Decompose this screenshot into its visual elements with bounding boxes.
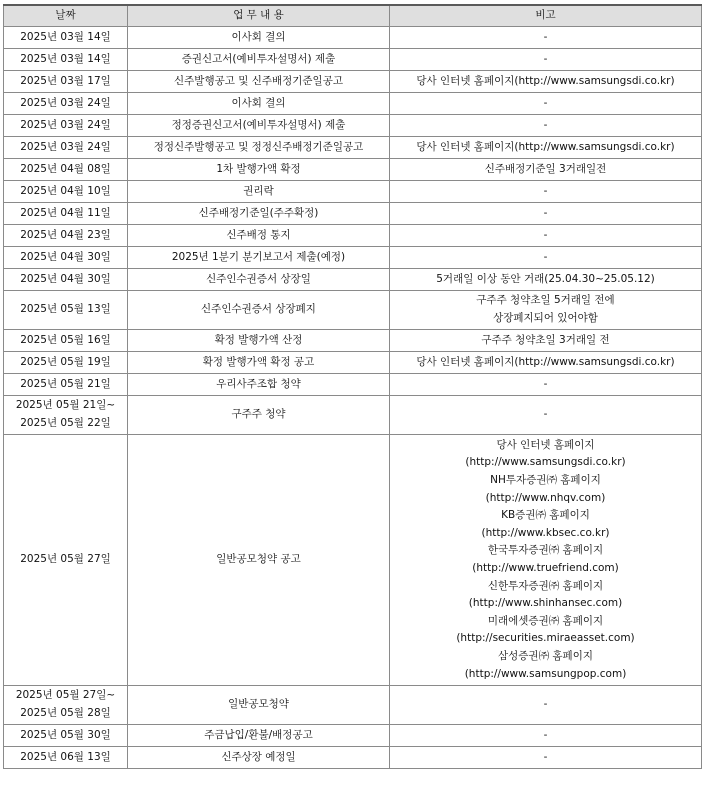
- date-text: 2025년 03월 24일: [20, 118, 111, 131]
- task-cell: 확정 발행가액 산정: [128, 330, 390, 352]
- note-cell: [390, 352, 702, 374]
- table-row: [4, 93, 702, 115]
- table-row: [4, 27, 702, 49]
- task-cell: 우리사주조합 청약: [128, 374, 390, 396]
- task-cell: 2025년 1분기 분기보고서 제출(예정): [128, 247, 390, 269]
- table-row: [4, 137, 702, 159]
- table-row: [4, 330, 702, 352]
- note-text: -: [543, 206, 548, 219]
- note-text: -: [543, 184, 548, 197]
- note-text: -: [543, 228, 548, 241]
- note-text: -: [543, 30, 548, 43]
- date-cell: [4, 435, 128, 686]
- note-text: (http://www.samsungpop.com): [464, 667, 627, 680]
- date-text: 2025년 05월 22일: [20, 417, 111, 429]
- note-cell: [390, 374, 702, 396]
- table-row: [4, 686, 702, 725]
- task-cell: 정정증권신고서(예비투자설명서) 제출: [128, 115, 390, 137]
- table-row: [4, 352, 702, 374]
- note-text: 한국투자증권㈜ 홈페이지: [487, 544, 604, 557]
- date-text: 2025년 04월 10일: [20, 184, 111, 197]
- note-cell: [390, 291, 702, 330]
- date-cell: [4, 396, 128, 435]
- table-row: [4, 181, 702, 203]
- note-cell: [390, 435, 702, 686]
- note-cell: [390, 159, 702, 181]
- date-text: 2025년 05월 16일: [20, 333, 111, 346]
- note-text: -: [543, 750, 548, 763]
- table-row: [4, 725, 702, 747]
- note-cell: [390, 269, 702, 291]
- note-text: (http://securities.miraeasset.com): [456, 632, 635, 645]
- note-cell: [390, 225, 702, 247]
- note-cell: [390, 71, 702, 93]
- note-cell: [390, 247, 702, 269]
- table-row: [4, 269, 702, 291]
- date-text: 2025년 05월 13일: [20, 303, 111, 316]
- task-cell: 신주배정기준일(주주확정): [128, 203, 390, 225]
- note-cell: [390, 396, 702, 435]
- date-cell: [4, 330, 128, 352]
- task-cell: 일반공모청약 공고: [128, 435, 390, 686]
- date-text: 2025년 05월 21일: [20, 377, 111, 390]
- date-cell: [4, 725, 128, 747]
- note-cell: [390, 747, 702, 769]
- date-cell: [4, 71, 128, 93]
- note-cell: [390, 725, 702, 747]
- date-text: 2025년 06월 13일: [20, 750, 111, 763]
- note-text: -: [543, 250, 548, 263]
- note-text: -: [543, 52, 548, 65]
- table-row: [4, 747, 702, 769]
- note-text: 당사 인터넷 홈페이지(http://www.samsungsdi.co.kr): [416, 355, 675, 368]
- date-text: 2025년 05월 30일: [20, 728, 111, 741]
- task-cell: 확정 발행가액 확정 공고: [128, 352, 390, 374]
- note-text: 당사 인터넷 홈페이지(http://www.samsungsdi.co.kr): [416, 74, 675, 87]
- note-text: (http://www.kbsec.co.kr): [481, 526, 610, 539]
- date-cell: [4, 115, 128, 137]
- date-text: 2025년 03월 24일: [20, 96, 111, 109]
- note-cell: [390, 115, 702, 137]
- date-text: 2025년 05월 27일: [20, 553, 111, 566]
- header-date: 날짜: [4, 5, 128, 27]
- date-cell: [4, 49, 128, 71]
- note-text: -: [543, 408, 548, 421]
- date-cell: [4, 27, 128, 49]
- date-text: 2025년 03월 14일: [20, 52, 111, 65]
- note-text: 구주주 청약초일 5거래일 전에: [476, 294, 615, 307]
- schedule-table-body: [4, 27, 702, 769]
- header-note: 비고: [390, 5, 702, 27]
- task-cell: 정정신주발행공고 및 정정신주배정기준일공고: [128, 137, 390, 159]
- date-text: 2025년 04월 23일: [20, 228, 111, 241]
- note-text: -: [543, 728, 548, 741]
- header-task: 업 무 내 용: [128, 5, 390, 27]
- note-text: -: [543, 118, 548, 131]
- task-cell: 이사회 결의: [128, 27, 390, 49]
- date-text: 2025년 03월 17일: [20, 74, 111, 87]
- task-cell: 신주인수권증서 상장일: [128, 269, 390, 291]
- note-text: (http://www.shinhansec.com): [468, 597, 623, 610]
- date-cell: [4, 686, 128, 725]
- note-cell: [390, 203, 702, 225]
- date-cell: [4, 93, 128, 115]
- table-row: [4, 396, 702, 435]
- note-cell: [390, 686, 702, 725]
- note-text: 5거래일 이상 동안 거래(25.04.30~25.05.12): [436, 272, 655, 285]
- task-cell: 이사회 결의: [128, 93, 390, 115]
- date-cell: [4, 352, 128, 374]
- note-text: -: [543, 698, 548, 711]
- date-text: 2025년 03월 24일: [20, 140, 111, 153]
- date-text: 2025년 05월 21일~: [15, 399, 116, 412]
- date-text: 2025년 04월 30일: [20, 272, 111, 285]
- date-cell: [4, 225, 128, 247]
- table-header-row: [4, 5, 702, 27]
- schedule-table: [3, 4, 702, 769]
- date-cell: [4, 374, 128, 396]
- task-cell: 신주배정 통지: [128, 225, 390, 247]
- note-text: (http://www.truefriend.com): [472, 562, 619, 574]
- date-text: 2025년 04월 08일: [20, 162, 111, 175]
- task-cell: 1차 발행가액 확정: [128, 159, 390, 181]
- date-cell: [4, 137, 128, 159]
- date-text: 2025년 04월 11일: [20, 206, 111, 219]
- note-cell: [390, 27, 702, 49]
- note-text: 당사 인터넷 홈페이지: [496, 438, 595, 451]
- table-row: [4, 49, 702, 71]
- note-text: 구주주 청약초일 3거래일 전: [481, 333, 610, 346]
- date-text: 2025년 04월 30일: [20, 250, 111, 263]
- task-cell: 구주주 청약: [128, 396, 390, 435]
- date-text: 2025년 05월 27일~: [15, 689, 116, 702]
- task-cell: 증권신고서(예비투자설명서) 제출: [128, 49, 390, 71]
- note-text: 미래에셋증권㈜ 홈페이지: [487, 614, 604, 627]
- note-text: (http://www.nhqv.com): [485, 491, 606, 504]
- table-row: [4, 247, 702, 269]
- table-row: [4, 225, 702, 247]
- date-cell: [4, 291, 128, 330]
- table-row: [4, 435, 702, 686]
- table-row: [4, 71, 702, 93]
- note-text: KB증권㈜ 홈페이지: [501, 509, 590, 522]
- note-text: NH투자증권㈜ 홈페이지: [490, 474, 601, 487]
- date-cell: [4, 269, 128, 291]
- table-row: [4, 291, 702, 330]
- date-cell: [4, 247, 128, 269]
- date-cell: [4, 747, 128, 769]
- note-cell: [390, 181, 702, 203]
- note-text: 당사 인터넷 홈페이지(http://www.samsungsdi.co.kr): [416, 140, 675, 153]
- task-cell: 주금납입/환불/배정공고: [128, 725, 390, 747]
- schedule-table-container: [3, 4, 701, 769]
- date-text: 2025년 05월 19일: [20, 355, 111, 368]
- task-cell: 신주발행공고 및 신주배정기준일공고: [128, 71, 390, 93]
- note-text: 삼성증권㈜ 홈페이지: [498, 649, 593, 662]
- table-row: [4, 203, 702, 225]
- task-cell: 신주인수권증서 상장폐지: [128, 291, 390, 330]
- note-text: 상장폐지되어 있어야함: [493, 312, 598, 324]
- table-row: [4, 374, 702, 396]
- note-text: 신주배정기준일 3거래일전: [484, 162, 607, 175]
- note-text: 신한투자증권㈜ 홈페이지: [487, 579, 604, 592]
- table-row: [4, 115, 702, 137]
- note-text: (http://www.samsungsdi.co.kr): [465, 456, 626, 469]
- note-cell: [390, 330, 702, 352]
- date-cell: [4, 159, 128, 181]
- date-cell: [4, 181, 128, 203]
- date-text: 2025년 05월 28일: [20, 707, 111, 719]
- note-text: -: [543, 377, 548, 390]
- note-cell: [390, 49, 702, 71]
- note-text: -: [543, 96, 548, 109]
- task-cell: 일반공모청약: [128, 686, 390, 725]
- table-row: [4, 159, 702, 181]
- note-cell: [390, 137, 702, 159]
- task-cell: 신주상장 예정일: [128, 747, 390, 769]
- date-cell: [4, 203, 128, 225]
- date-text: 2025년 03월 14일: [20, 30, 111, 43]
- task-cell: 권리락: [128, 181, 390, 203]
- note-cell: [390, 93, 702, 115]
